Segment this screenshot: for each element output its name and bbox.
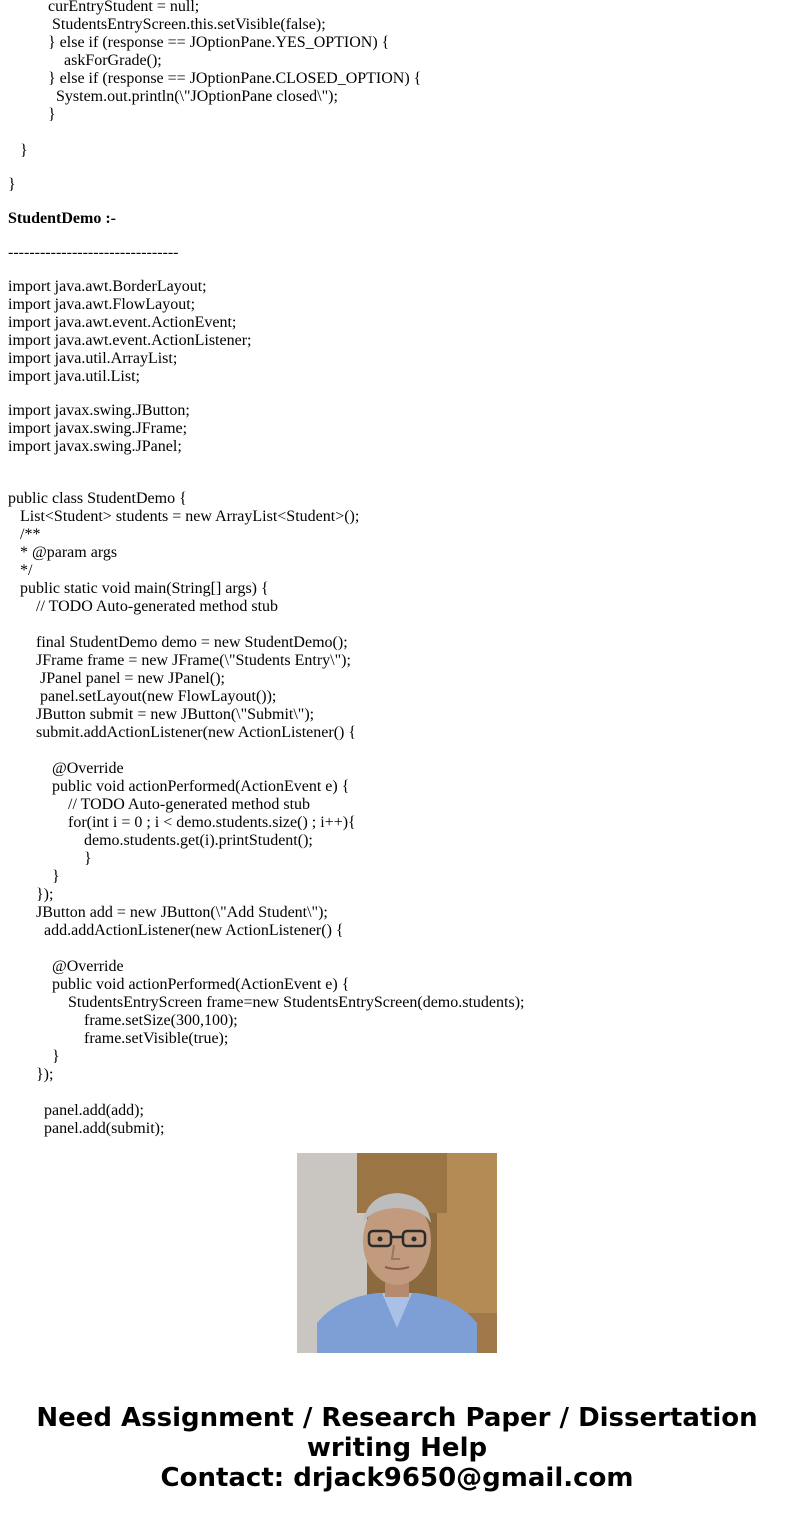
code-line: import java.awt.event.ActionListener;: [8, 332, 252, 349]
code-line: StudentsEntryScreen frame=new StudentsEntryScreen(demo.students);: [8, 994, 525, 1011]
code-line: import java.awt.event.ActionEvent;: [8, 314, 237, 331]
code-line: });: [8, 1066, 54, 1083]
code-line: }: [8, 106, 56, 123]
code-line: import java.util.List;: [8, 368, 140, 385]
author-photo-icon: [297, 1153, 497, 1353]
code-line: @Override: [8, 958, 124, 975]
code-line: add.addActionListener(new ActionListener() {: [8, 922, 344, 939]
code-line: * @param args: [8, 544, 118, 561]
code-line: // TODO Auto-generated method stub: [8, 796, 311, 813]
code-line: }: [8, 142, 28, 159]
contact-banner: [0, 1403, 794, 1493]
code-line: public void actionPerformed(ActionEvent e) {: [8, 778, 350, 795]
code-line: @Override: [8, 760, 124, 777]
code-line: --------------------------------: [8, 244, 179, 261]
code-line: import javax.swing.JButton;: [8, 402, 190, 419]
code-line: }: [8, 850, 92, 867]
section-heading: StudentDemo :-: [8, 210, 116, 227]
code-line: JButton add = new JButton(\"Add Student\");: [8, 904, 328, 921]
code-line: panel.add(submit);: [8, 1120, 165, 1137]
code-line: public class StudentDemo {: [8, 490, 187, 507]
code-line: }: [8, 1048, 60, 1065]
code-line: panel.add(add);: [8, 1102, 144, 1119]
code-line: import java.awt.FlowLayout;: [8, 296, 196, 313]
code-line: }: [8, 868, 60, 885]
code-line: /**: [8, 526, 41, 543]
cta-line-1: Need Assignment / Research Paper / Dissertation: [36, 1403, 758, 1433]
code-line: StudentsEntryScreen.this.setVisible(false);: [8, 16, 326, 33]
code-line: for(int i = 0 ; i < demo.students.size() ; i++){: [8, 814, 356, 831]
code-line: });: [8, 886, 54, 903]
code-line: } else if (response == JOptionPane.YES_OPTION) {: [8, 34, 390, 51]
code-line: import javax.swing.JFrame;: [8, 420, 188, 437]
code-line: System.out.println(\"JOptionPane closed\");: [8, 88, 338, 105]
code-line: // TODO Auto-generated method stub: [8, 598, 279, 615]
code-line: frame.setVisible(true);: [8, 1030, 229, 1047]
code-line: demo.students.get(i).printStudent();: [8, 832, 313, 849]
cta-line-3: Contact: drjack9650@gmail.com: [160, 1463, 634, 1493]
code-line: import javax.swing.JPanel;: [8, 438, 182, 455]
code-line: curEntryStudent = null;: [8, 0, 200, 15]
cta-line-2: writing Help: [306, 1433, 488, 1463]
code-line: */: [8, 562, 33, 579]
code-line: submit.addActionListener(new ActionListener() {: [8, 724, 357, 741]
code-line: List<Student> students = new ArrayList<Student>();: [8, 508, 360, 525]
code-line: import java.awt.BorderLayout;: [8, 278, 207, 295]
code-line: JPanel panel = new JPanel();: [8, 670, 225, 687]
code-line: }: [8, 176, 16, 193]
code-line: JButton submit = new JButton(\"Submit\");: [8, 706, 315, 723]
code-line: askForGrade();: [8, 52, 162, 69]
code-line: final StudentDemo demo = new StudentDemo();: [8, 634, 348, 651]
code-line: frame.setSize(300,100);: [8, 1012, 238, 1029]
code-line: import java.util.ArrayList;: [8, 350, 178, 367]
code-line: public void actionPerformed(ActionEvent e) {: [8, 976, 350, 993]
code-line: panel.setLayout(new FlowLayout());: [8, 688, 277, 705]
code-line: } else if (response == JOptionPane.CLOSED_OPTION) {: [8, 70, 422, 87]
code-line: public static void main(String[] args) {: [8, 580, 269, 597]
author-avatar: [297, 1153, 497, 1353]
code-line: JFrame frame = new JFrame(\"Students Entry\");: [8, 652, 351, 669]
